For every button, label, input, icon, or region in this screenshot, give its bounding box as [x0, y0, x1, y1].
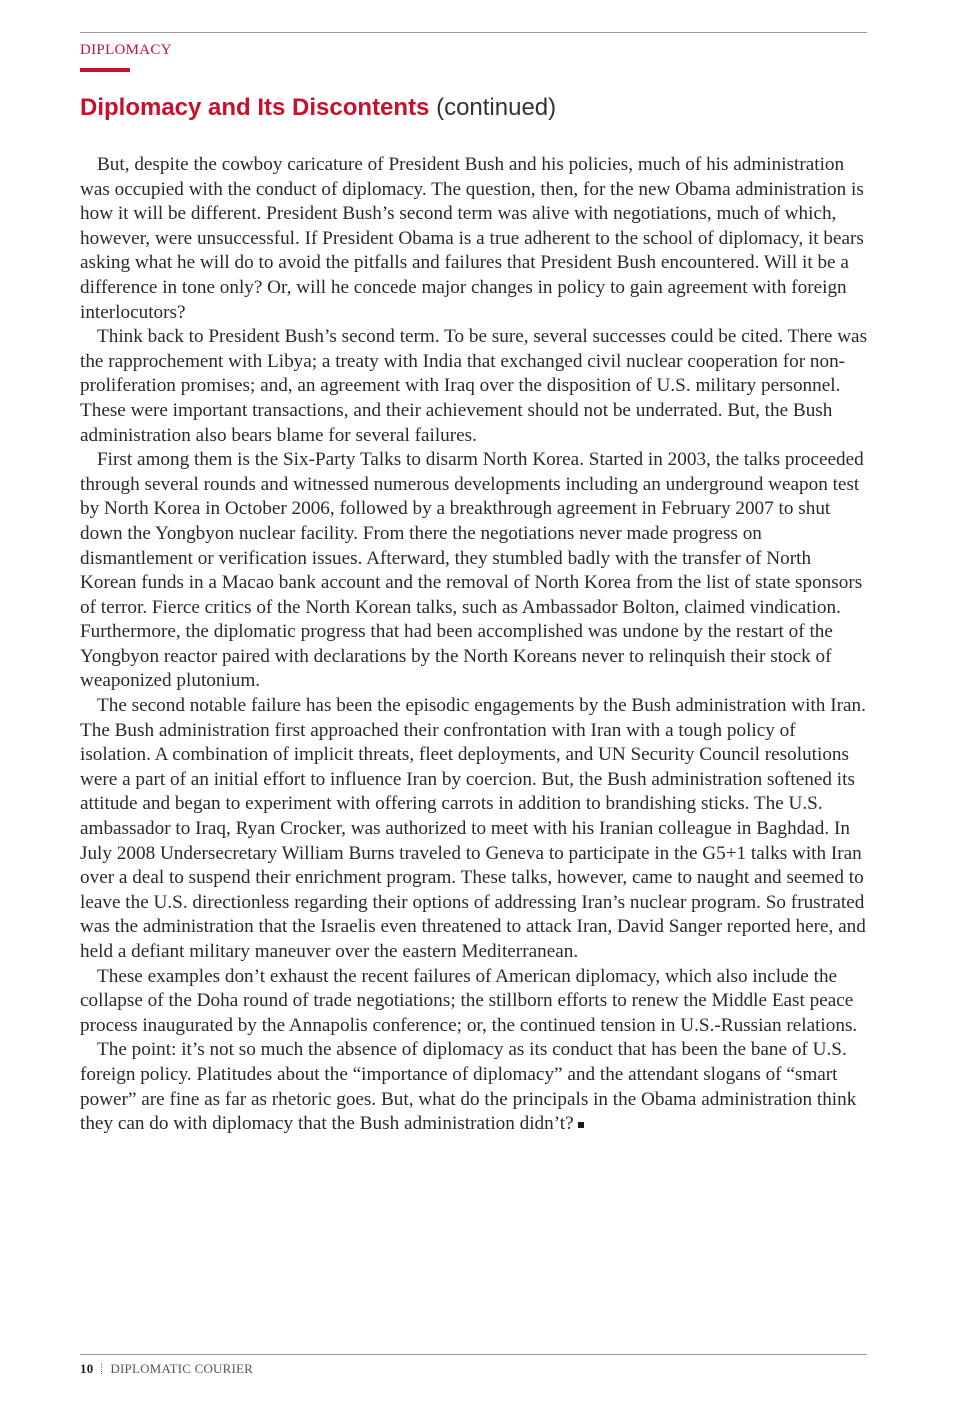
page-number: 10 [80, 1361, 94, 1376]
paragraph-6-text: The point: it’s not so much the absence of diplomacy as its conduct that has been the bane of U.S. foreign policy. Platitudes about the “importance of diplomacy” and the attendant slogans of “smart power” are fine as far as rhetoric goes. But, what do the principals in the Obama administration think they can do with diplomacy that the Bush administration didn’t? [80, 1039, 857, 1135]
article-body [80, 153, 870, 1137]
paragraph-6 [80, 1038, 870, 1136]
paragraph-1: But, despite the cowboy caricature of President Bush and his policies, much of his administration was occupied with the conduct of diplomacy. The question, then, for the new Obama administration is how it will be different. President Bush’s second term was alive with negotiations, much of which, however, were unsuccessful. If President Obama is a true adherent to the school of diplomacy, it bears asking what he will do to avoid the pitfalls and failures that President Bush encountered. Will it be a difference in tone only? Or, will he concede major changes in policy to gain agreement with foreign interlocutors? [80, 154, 864, 323]
end-of-article-icon [578, 1122, 584, 1128]
footer-separator [101, 1363, 103, 1374]
article-title-suffix: (continued) [436, 94, 557, 121]
paragraph-5: These examples don’t exhaust the recent failures of American diplomacy, which also include the collapse of the Doha round of trade negotiations; the stillborn efforts to renew the Middle East peace process inaugurated by the Annapolis conference; or, the continued tension in U.S.-Russian relations. [80, 965, 858, 1036]
paragraph-2: Think back to President Bush’s second term. To be sure, several successes could be cited. There was the rapprochement with Libya; a treaty with India that exchanged civil nuclear cooperation for non-proliferation promises; and, an agreement with Iraq over the disposition of U.S. military personnel. These were important transactions, and their achievement should not be underrated. But, the Bush administration also bears blame for several failures. [80, 326, 868, 446]
header-rule [80, 32, 867, 33]
page-footer [80, 1361, 253, 1377]
footer-rule [80, 1354, 867, 1355]
section-label: DIPLOMACY [80, 42, 172, 58]
paragraph-4: The second notable failure has been the episodic engagements by the Bush administration with Iran. The Bush administration first approached their confrontation with Iran with a tough policy of isolation. A combination of implicit threats, fleet deployments, and UN Security Council resolutions were a part of an initial effort to influence Iran by coercion. But, the Bush administration softened its attitude and began to experiment with offering carrots in addition to brandishing sticks. The U.S. ambassador to Iraq, Ryan Crocker, was authorized to meet with his Iranian colleague in Baghdad. In July 2008 Undersecretary William Burns traveled to Geneva to participate in the G5+1 talks with Iran over a deal to suspend their enrichment program. These talks, however, came to naught and seemed to leave the U.S. directionless regarding their options of addressing Iran’s nuclear program. So frustrated was the administration that the Israelis even threatened to attack Iran, David Sanger reported here, and held a defiant military maneuver over the eastern Mediterranean. [80, 695, 866, 962]
publication-name: DIPLOMATIC COURIER [110, 1361, 254, 1376]
paragraph-3: First among them is the Six-Party Talks to disarm North Korea. Started in 2003, the talks proceeded through several rounds and witnessed numerous developments including an underground weapon test by North Korea in October 2006, followed by a breakthrough agreement in February 2007 to shut down the Yongbyon nuclear facility. From there the negotiations never made progress on dismantlement or verification issues. Afterward, they stumbled badly with the transfer of North Korean funds in a Macao bank account and the removal of North Korea from the list of state sponsors of terror. Fierce critics of the North Korean talks, such as Ambassador Bolton, claimed vindication. Furthermore, the diplomatic progress that had been accomplished was undone by the restart of the Yongbyon reactor paired with declarations by the North Koreans never to relinquish their stock of weaponized plutonium. [80, 449, 864, 692]
section-underline [80, 68, 130, 72]
article-title [80, 94, 556, 122]
article-title-main: Diplomacy and Its Discontents [80, 94, 430, 121]
